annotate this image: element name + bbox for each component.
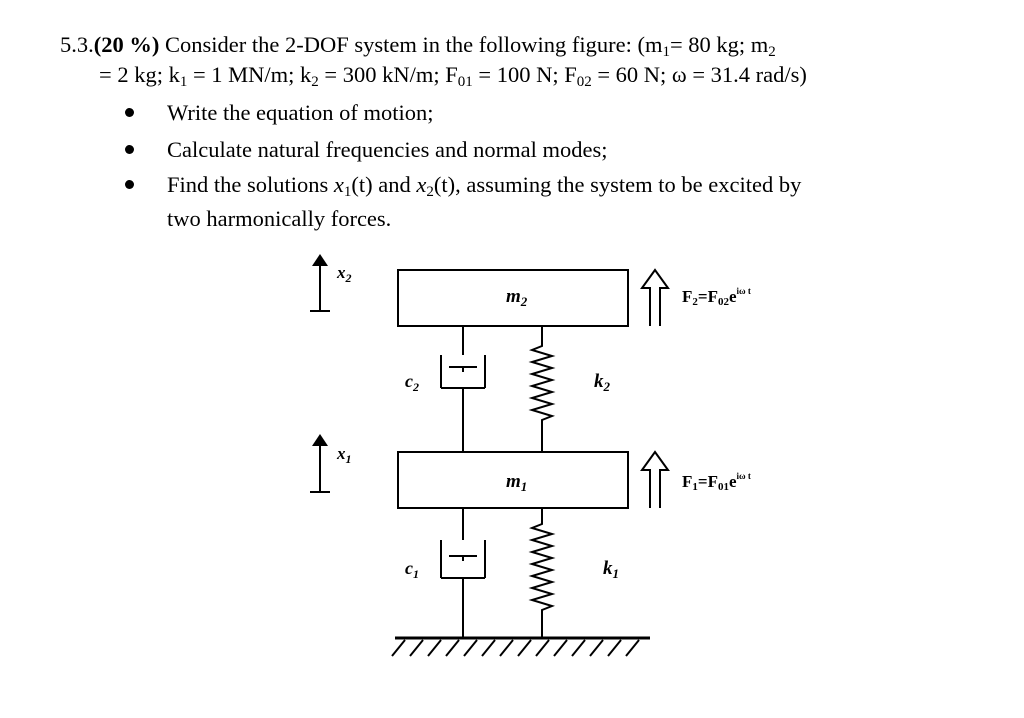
m2-value: = 2 kg; k [99,62,180,87]
f02-omega-value: = 60 N; ω = 31.4 rad/s) [591,62,807,87]
x2-displacement-arrow [310,262,330,311]
k2-label: $k_2$ [594,371,610,394]
m2-label: $m_2$ [506,286,528,309]
force-f1-arrow-icon [642,452,668,508]
task-3-pre: Find the solutions [167,172,334,197]
task-3-mid: (t) and [351,172,417,197]
spring-k1 [532,508,552,638]
c2-label: $c_2$ [405,371,419,394]
m1-subscript: 1 [662,44,670,60]
problem-points: (20 %) [93,32,160,57]
ground-support [392,638,650,656]
f1-label: $F1=F01e^{i\omega t}$ [682,471,751,493]
damper-c1 [441,508,485,638]
task-3-rest: (t), assuming the system to be excited by [433,172,802,197]
x2-var: x [416,172,427,197]
m1-label: $m_1$ [506,471,528,494]
force-f2-arrow-icon [642,270,668,326]
k2-value: = 300 kN/m; F [318,62,458,87]
x1-displacement-arrow [310,442,330,492]
x1-var: x [333,172,344,197]
spring-k2 [532,326,552,452]
task-1: Write the equation of motion; [167,100,434,125]
x1-label: $x_1$ [337,444,352,466]
f02-subscript: 02 [576,74,592,90]
f01-subscript: 01 [457,74,473,90]
task-3-continuation: two harmonically forces. [167,206,392,231]
k2-subscript: 2 [311,74,319,90]
m1-value: = 80 kg; m [669,32,769,57]
c1-label: $c_1$ [405,558,419,581]
problem-number: 5.3. [60,32,94,57]
damper-c2 [441,326,485,452]
f01-value: = 100 N; F [472,62,577,87]
k1-subscript: 1 [179,74,188,90]
task-2: Calculate natural frequencies and normal modes; [167,137,608,162]
k1-value: = 1 MN/m; k [187,62,312,87]
m2-subscript: 2 [768,44,776,60]
problem-intro: Consider the 2-DOF system in the following figure: (m [159,32,663,57]
x2-sub: 2 [426,184,434,200]
x2-label: $x_2$ [337,263,352,285]
k1-label: $k_1$ [603,558,619,581]
f2-label: $F2=F02e^{i\omega t}$ [682,286,751,308]
x1-sub: 1 [343,184,352,200]
